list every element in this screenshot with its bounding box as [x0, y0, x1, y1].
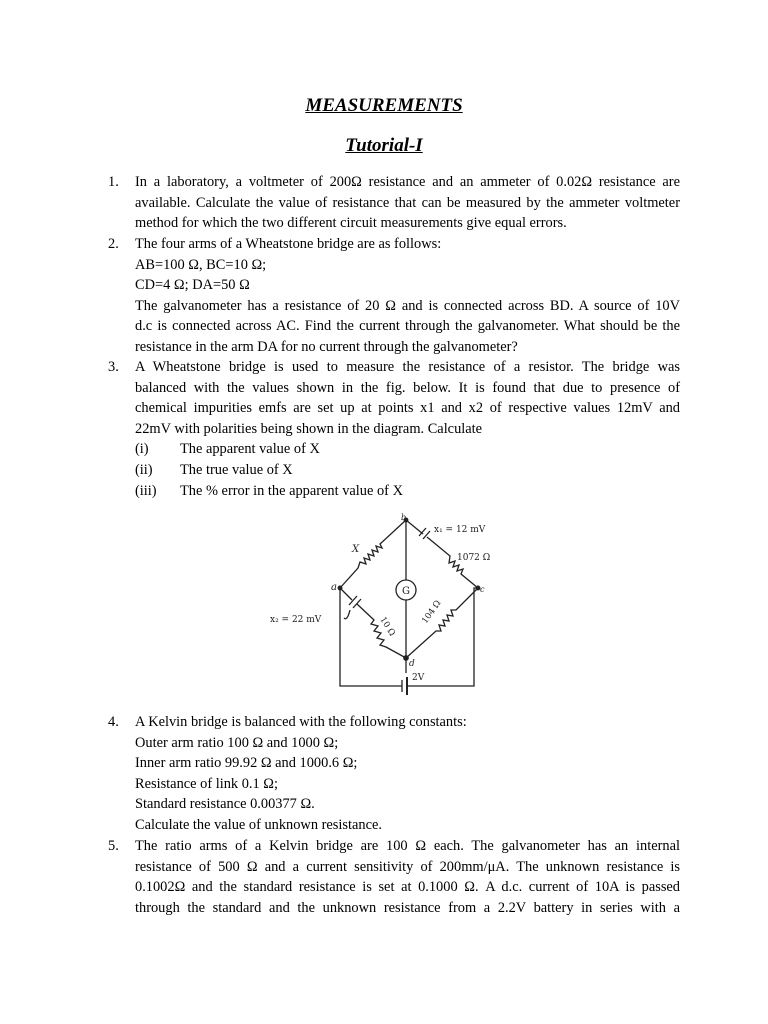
question-line: chemical impurities emfs are set up at points x1 and x2 of respective values 12mV and: [135, 400, 680, 417]
subitem-iii: [135, 481, 680, 502]
question-line: available. Calculate the value of resistance that can be measured by the ammeter voltmeter: [135, 194, 680, 211]
question-line: The four arms of a Wheatstone bridge are as follows:: [135, 236, 442, 252]
node-d-dot: [404, 656, 408, 660]
question-line: balanced with the values shown in the fig. below. It is found that due to presence of: [135, 379, 680, 396]
node-a-label: a: [331, 582, 337, 593]
question-line: AB=100 Ω, BC=10 Ω;: [135, 256, 267, 273]
question-line: The ratio arms of a Kelvin bridge are 100 Ω each. The galvanometer has an internal: [135, 838, 680, 854]
subitem-roman: (i): [135, 441, 149, 458]
question-line: In a laboratory, a voltmeter of 200Ω resistance and an ammeter of 0.02Ω resistance are: [135, 174, 680, 190]
node-a-dot: [338, 586, 342, 590]
document-title: MEASUREMENTS: [305, 95, 463, 116]
question-number: 3.: [108, 359, 119, 375]
question-2: [108, 234, 680, 358]
question-line: Inner arm ratio 99.92 Ω and 1000.6 Ω;: [135, 755, 358, 772]
subitem-roman: (ii): [135, 461, 153, 478]
arm-cd-resistor: [406, 588, 478, 658]
subitem-text: The apparent value of X: [180, 441, 320, 458]
question-line: resistance in the arm DA for no current through the galvanometer?: [135, 338, 518, 355]
subitem-i: [135, 439, 680, 460]
question-number: 1.: [108, 174, 119, 190]
question-line: through the standard and the unknown resistance from a 2.2V battery in series with a: [135, 899, 680, 916]
node-b-label: b: [401, 513, 407, 522]
question-line: Resistance of link 0.1 Ω;: [135, 775, 278, 792]
wheatstone-bridge-diagram: [268, 510, 492, 696]
document-subtitle: Tutorial-I: [345, 135, 423, 156]
arm-ad: [340, 588, 406, 658]
question-1: [108, 172, 680, 234]
circuit-svg: [268, 510, 492, 696]
subitem-ii: [135, 460, 680, 481]
question-line: 0.1002Ω and the standard resistance is set at 0.1000 Ω. A d.c. current of 10A is passed: [135, 879, 680, 896]
subitem-roman: (iii): [135, 482, 157, 499]
question-line: A Kelvin bridge is balanced with the following constants:: [135, 714, 467, 730]
emf-x2-label: x₂ = 22 mV: [270, 615, 322, 625]
arm-x-label: X: [352, 544, 360, 555]
emf-x2-pointer: [344, 610, 350, 619]
question-line: A Wheatstone bridge is used to measure the resistance of a resistor. The bridge was: [135, 359, 680, 375]
question-line: method for which the two different circuit measurements give equal errors.: [135, 215, 567, 232]
galvanometer-label: G: [402, 586, 410, 597]
resistor-cd-label: 104 Ω: [420, 598, 444, 626]
question-line: 22mV with polarities being shown in the diagram. Calculate: [135, 420, 483, 437]
question-line: resistance of 500 Ω and a current sensitivity of 200mm/μA. The unknown resistance is: [135, 858, 680, 875]
subitem-text: The % error in the apparent value of X: [180, 482, 403, 499]
node-c-label: c: [480, 585, 485, 594]
resistor-bc-label: 1072 Ω: [457, 553, 491, 563]
question-line: Standard resistance 0.00377 Ω.: [135, 796, 315, 813]
battery-loop: [340, 588, 478, 695]
question-line: Outer arm ratio 100 Ω and 1000 Ω;: [135, 734, 339, 751]
question-3: [108, 357, 680, 501]
node-d-label: d: [409, 659, 415, 669]
question-line: d.c is connected across AC. Find the current through the galvanometer. What should be the: [135, 318, 680, 335]
question-number: 4.: [108, 714, 119, 730]
question-5: [108, 836, 680, 918]
question-line: Calculate the value of unknown resistance.: [135, 816, 382, 833]
emf-x1-label: x₁ = 12 mV: [434, 525, 486, 535]
question-line: CD=4 Ω; DA=50 Ω: [135, 277, 250, 294]
question-number: 5.: [108, 838, 119, 854]
question-line: The galvanometer has a resistance of 20 Ω and is connected across BD. A source of 10V: [135, 297, 680, 314]
battery-label: 2V: [412, 673, 425, 683]
arm-ab-resistor-x: [340, 520, 406, 588]
question-4: [108, 712, 680, 836]
question-number: 2.: [108, 236, 119, 252]
subitem-text: The true value of X: [180, 461, 293, 478]
resistor-ad-label: 10 Ω: [377, 615, 397, 639]
